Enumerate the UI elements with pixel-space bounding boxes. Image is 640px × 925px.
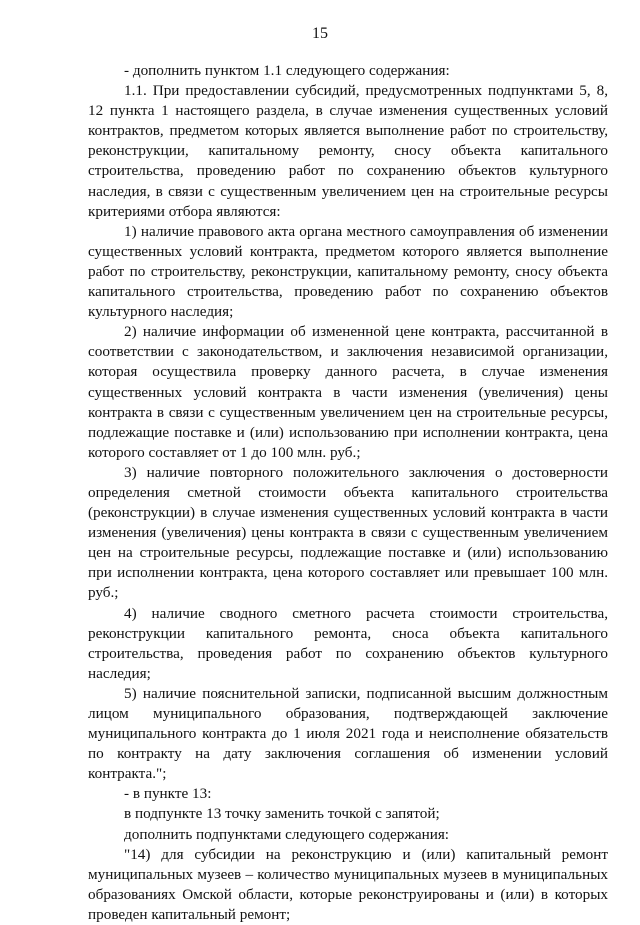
paragraph-item-1: 1) наличие правового акта органа местного самоуправления об изменении существенных условий контракта, предметом которого является выполнение работ по строительству, реконструкции, капитальному ремонту, сносу объекта капитального строительства, проведению работ по сохранению объектов культурного наследия; xyxy=(88,222,608,321)
paragraph-subpoint-13: в подпункте 13 точку заменить точкой с запятой; xyxy=(124,805,440,823)
paragraph-1-1: 1.1. При предоставлении субсидий, предусмотренных подпунктами 5, 8, 12 пункта 1 настоящего раздела, в случае изменения существенных условий контрактов, предметом которых является выполнение работ по строительству, реконструкции, капитальному ремонту, сносу объекта капитального строительства, проведению работ по сохранению объектов культурного наследия, в связи с существенным увеличением цен на строительные ресурсы критериями отбора являются: xyxy=(88,82,608,220)
paragraph-intro: - дополнить пунктом 1.1 следующего содержания: xyxy=(124,62,450,79)
paragraph-item-3: 3) наличие повторного положительного заключения о достоверности определения сметной стоимости объекта капитального строительства (реконструкции) в случае изменения существенных условий контракта в части изменения (увеличения) цены контракта в связи с существенным увеличением цен на строительные ресурсы, подлежащие поставке и (или) использованию при исполнении контракта, цена которого составляет или превышает 100 млн. руб.; xyxy=(88,463,608,602)
page-number: 15 xyxy=(312,25,328,42)
paragraph-add-subpoints: дополнить подпунктами следующего содержания: xyxy=(124,825,450,843)
document-body xyxy=(88,61,608,925)
paragraph-point-13: - в пункте 13: xyxy=(124,785,212,803)
paragraph-item-2: 2) наличие информации об измененной цене контракта, рассчитанной в соответствии с законодательством, и заключения независимой организации, которая осуществила проверку данного расчета, в случае изменения существенных условий контракта в части изменения (увеличения) цены контракта в связи с существенным увеличением цен на строительные ресурсы, подлежащие поставке и (или) использованию при исполнении контракта, цена которого составляет от 1 до 100 млн. руб.; xyxy=(88,323,608,461)
paragraph-item-5: 5) наличие пояснительной записки, подписанной высшим должностным лицом муниципального образования, подтверждающей заключение муниципального контракта до 1 июля 2021 года и неисполнение обязательств по контракту на дату заключения соглашения об изменении условий контракта."; xyxy=(88,684,608,783)
paragraph-subpoint-14: "14) для субсидии на реконструкцию и (или) капитальный ремонт муниципальных музеев – количество муниципальных музеев в муниципальных образованиях Омской области, которые реконструированы и (или) в которых проведен капитальный ремонт; xyxy=(88,845,608,923)
paragraph-item-4: 4) наличие сводного сметного расчета стоимости строительства, реконструкции капитального ремонта, сноса объекта капитального строительства, проведения работ по сохранению объектов культурного наследия; xyxy=(88,604,608,682)
